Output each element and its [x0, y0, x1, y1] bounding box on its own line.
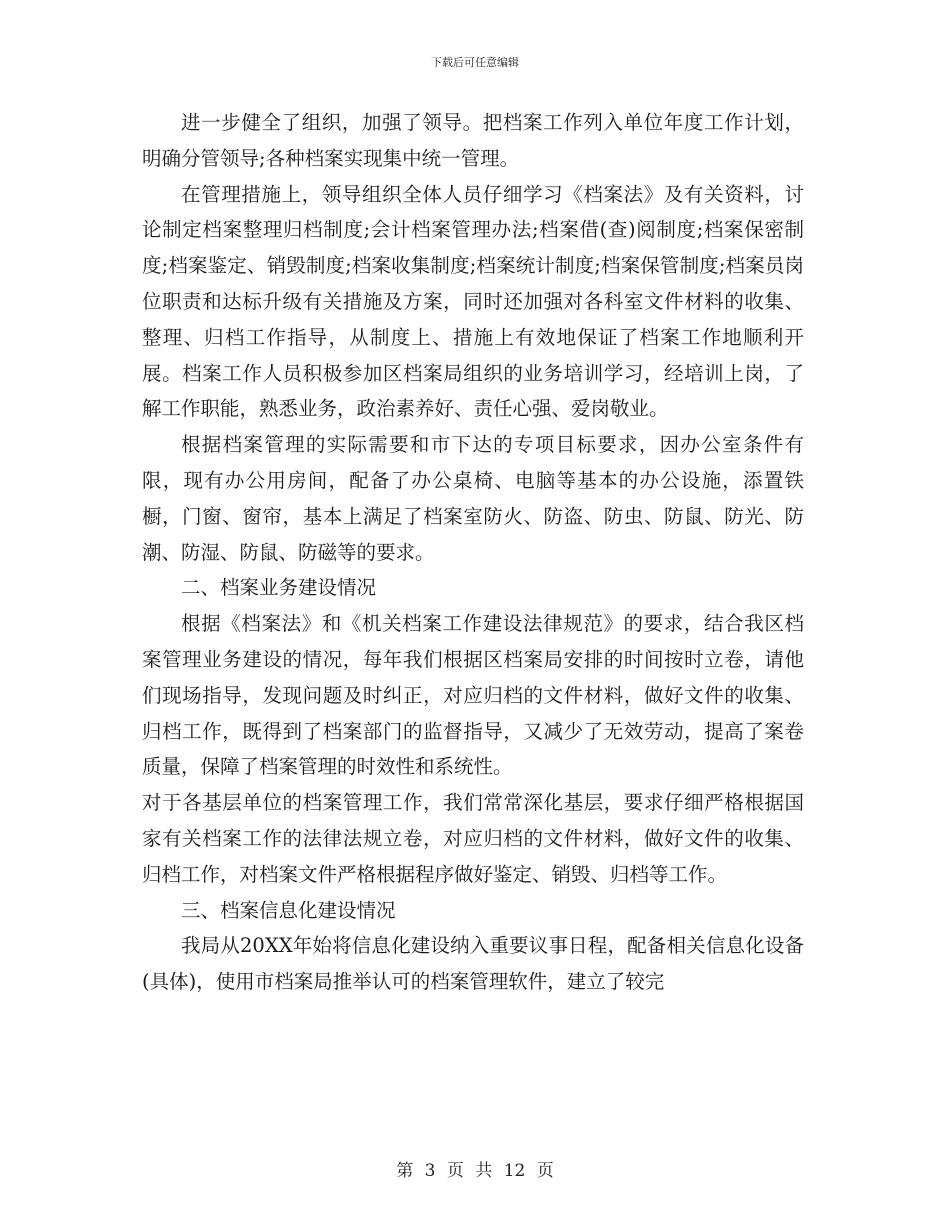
paragraph: 在管理措施上，领导组织全体人员仔细学习《档案法》及有关资料，讨论制定档案整理归档制度;会计档案管理办法;档案借(查)阅制度;档案保密制度;档案鉴定、销毁制度;档案收集制度;档案统计制度;档案保管制度;档案员岗位职责和达标升级有关措施及方案，同时还加强对各科室文件材料的收集、整理、归档工作指导，从制度上、措施上有效地保证了档案工作地顺利开展。档案工作人员积极参加区档案局组织的业务培训学习，经培训上岗，了解工作职能，熟悉业务，政治素养好、责任心强、爱岗敬业。	[142, 182, 804, 421]
page-footer-number: 第 3 页 共 12 页	[396, 1161, 554, 1181]
paragraph: 对于各基层单位的档案管理工作，我们常常深化基层，要求仔细严格根据国家有关档案工作的法律法规立卷，对应归档的文件材料，做好文件的收集、归档工作，对档案文件严格根据程序做好鉴定、销毁、归档等工作。	[142, 791, 804, 886]
page-header-note: 下载后可任意编辑	[431, 56, 519, 69]
paragraph: 我局从20XX年始将信息化建设纳入重要议事日程，配备相关信息化设备(具体)，使用市档案局推举认可的档案管理软件，建立了较完	[142, 934, 804, 994]
paragraph: 进一步健全了组织，加强了领导。把档案工作列入单位年度工作计划，明确分管领导;各种档案实现集中统一管理。	[142, 111, 804, 170]
section-heading: 二、档案业务建设情况	[181, 576, 377, 600]
section-heading: 三、档案信息化建设情况	[181, 898, 396, 922]
paragraph: 根据《档案法》和《机关档案工作建设法律规范》的要求，结合我区档案管理业务建设的情况，每年我们根据区档案局安排的时间按时立卷，请他们现场指导，发现问题及时纠正，对应归档的文件材料，做好文件的收集、归档工作，既得到了档案部门的监督指导，又减少了无效劳动，提高了案卷质量，保障了档案管理的时效性和系统性。	[142, 612, 804, 779]
document-body	[142, 105, 804, 1000]
paragraph: 根据档案管理的实际需要和市下达的专项目标要求，因办公室条件有限，现有办公用房间，配备了办公桌椅、电脑等基本的办公设施，添置铁橱，门窗、窗帘，基本上满足了档案室防火、防盗、防虫、防鼠、防光、防潮、防湿、防鼠、防磁等的要求。	[142, 433, 804, 564]
